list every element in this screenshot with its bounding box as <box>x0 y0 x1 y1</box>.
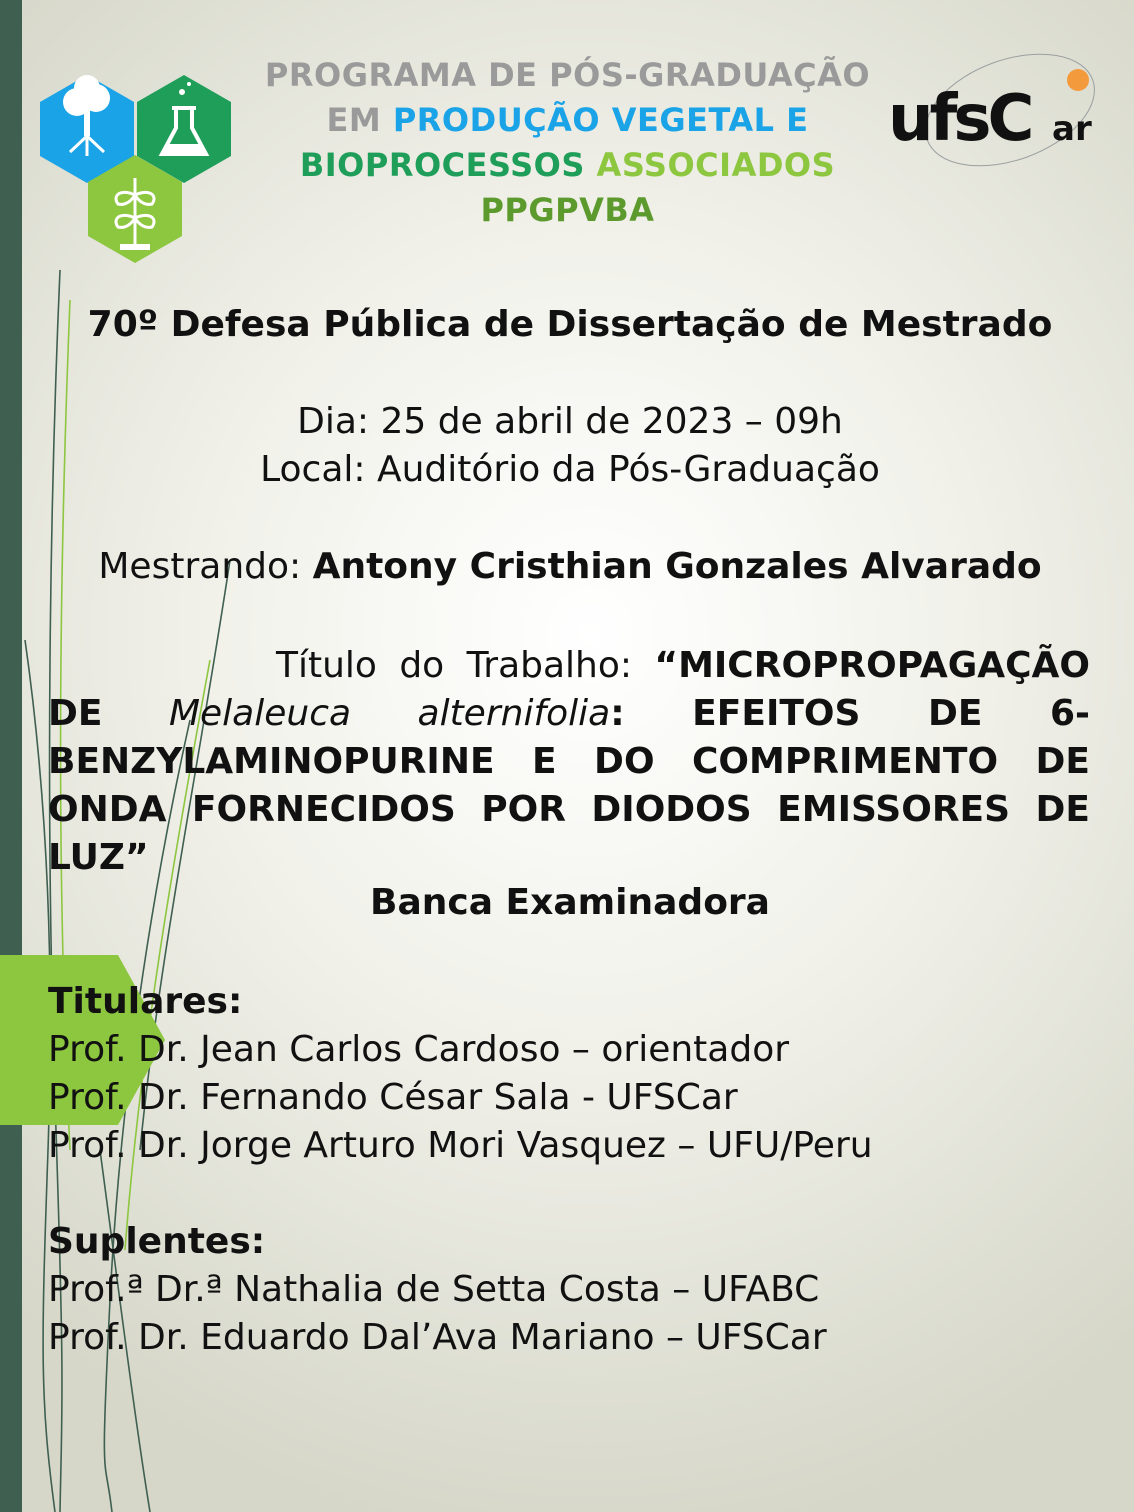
event-date: Dia: 25 de abril de 2023 – 09h <box>297 401 843 442</box>
student-label: Mestrando: <box>98 546 302 587</box>
student-name: Antony Cristhian Gonzales Alvarado <box>312 546 1042 587</box>
suplentes-label: Suplentes: <box>48 1221 266 1262</box>
thesis-title-block <box>48 642 1090 882</box>
header-line3-part2: ASSOCIADOS <box>596 146 836 184</box>
program-logo-hexagons <box>40 75 231 263</box>
thesis-title-part1: “MICROPROPAGAÇÃO DE <box>48 645 1090 734</box>
committee-heading: Banca Examinadora <box>370 882 770 923</box>
titular-member: Prof. Dr. Jean Carlos Cardoso – orientador <box>48 1029 790 1070</box>
ufscar-logo <box>888 33 1110 187</box>
program-header-line3 <box>250 142 885 188</box>
suplentes-list <box>48 1218 1108 1362</box>
titular-member: Prof. Dr. Fernando César Sala - UFSCar <box>48 1077 738 1118</box>
event-location: Local: Auditório da Pós-Graduação <box>260 449 880 490</box>
suplente-member: Prof. Dr. Eduardo Dal’Ava Mariano – UFSCar <box>48 1317 827 1358</box>
program-header-line2 <box>250 97 885 143</box>
titulares-list <box>48 978 1108 1170</box>
student-line <box>30 546 1110 587</box>
thesis-species: Melaleuca alternifolia <box>168 693 611 734</box>
titulares-label: Titulares: <box>48 981 243 1022</box>
titular-member: Prof. Dr. Jorge Arturo Mori Vasquez – UFU/Peru <box>48 1125 873 1166</box>
thesis-label: Título do Trabalho: <box>276 645 633 686</box>
left-side-bar <box>0 0 22 1512</box>
header-line3-part1: BIOPROCESSOS <box>299 146 585 184</box>
header-line2-highlight: PRODUÇÃO VEGETAL E <box>392 101 809 139</box>
program-acronym: PPGPVBA <box>480 191 655 229</box>
program-header-line1: PROGRAMA DE PÓS-GRADUAÇÃO <box>264 56 871 94</box>
svg-text:ufsC: ufsC <box>888 82 1031 156</box>
suplente-member: Prof.ª Dr.ª Nathalia de Setta Costa – UFABC <box>48 1269 820 1310</box>
thesis-title-part2: : EFEITOS DE 6-BENZYLAMINOPURINE E DO COMPRIMENTO DE ONDA FORNECIDOS POR DIODOS EMISSORES DE LUZ” <box>48 693 1090 878</box>
header-line2-prefix: EM <box>326 101 382 139</box>
svg-text:ar: ar <box>1052 109 1092 149</box>
event-title: 70º Defesa Pública de Dissertação de Mestrado <box>87 304 1053 345</box>
